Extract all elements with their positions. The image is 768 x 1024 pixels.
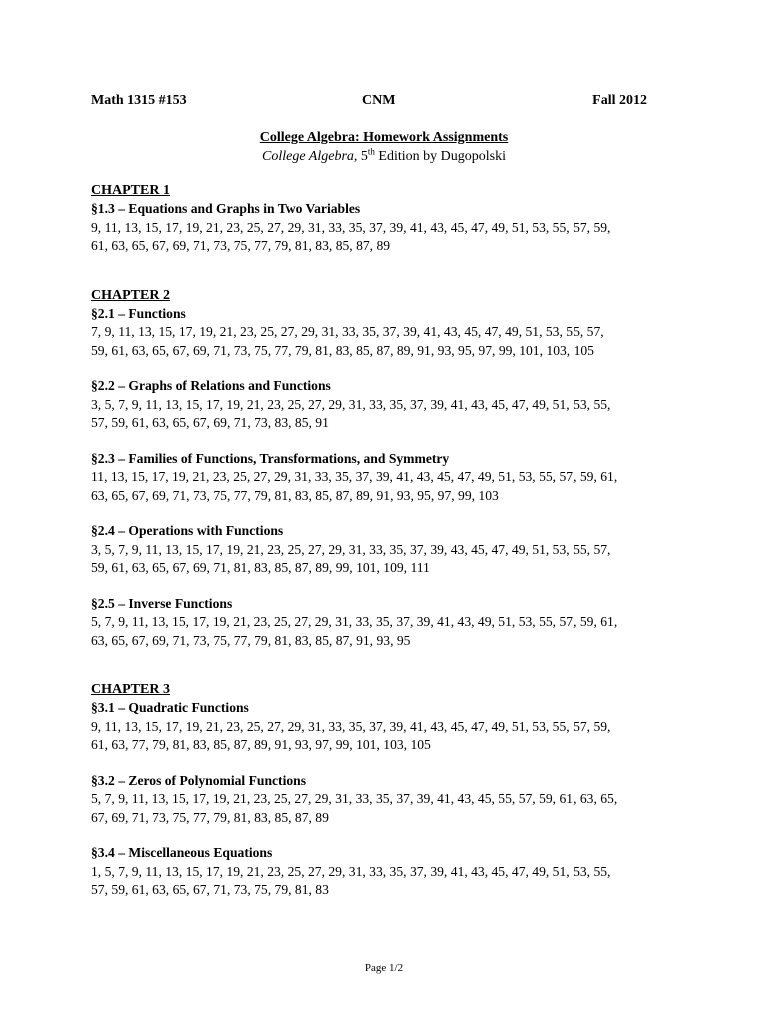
school-name: CNM	[362, 93, 396, 108]
section-title: §2.2 – Graphs of Relations and Functions	[91, 378, 331, 393]
textbook-name: College Algebra	[262, 149, 354, 164]
section-title: §1.3 – Equations and Graphs in Two Variables	[91, 201, 361, 216]
problem-list	[91, 468, 691, 505]
problem-line: 61, 63, 65, 67, 69, 71, 73, 75, 77, 79, 81, 83, 85, 87, 89	[91, 238, 391, 253]
edition-prefix: , 5	[353, 149, 368, 164]
problem-line: 67, 69, 71, 73, 75, 77, 79, 81, 83, 85, 87, 89	[91, 809, 329, 825]
section-block	[91, 522, 691, 578]
chapter-block	[91, 680, 691, 900]
problem-list	[91, 790, 691, 827]
problem-line: 57, 59, 61, 63, 65, 67, 69, 71, 73, 83, 85, 91	[91, 415, 329, 430]
section-title: §3.2 – Zeros of Polynomial Functions	[91, 772, 306, 788]
problem-line: 9, 11, 13, 15, 17, 19, 21, 23, 25, 27, 29, 31, 33, 35, 37, 39, 41, 43, 45, 47, 49, 51, 53, 55, 57, 59,	[91, 718, 611, 734]
section-title: §2.5 – Inverse Functions	[91, 595, 233, 611]
textbook-line	[0, 147, 768, 166]
problem-list	[91, 219, 691, 256]
section-block	[91, 377, 691, 433]
problem-line: 9, 11, 13, 15, 17, 19, 21, 23, 25, 27, 29, 31, 33, 35, 37, 39, 41, 43, 45, 47, 49, 51, 53, 55, 57, 59,	[91, 219, 611, 235]
section-block	[91, 844, 691, 900]
edition-superscript: th	[367, 146, 375, 157]
chapter-block	[91, 286, 691, 651]
section-block	[91, 305, 691, 361]
problem-line: 5, 7, 9, 11, 13, 15, 17, 19, 21, 23, 25, 27, 29, 31, 33, 35, 37, 39, 41, 43, 45, 55, 57, 59, 61, 63, 65,	[91, 791, 618, 806]
course-code: Math 1315 #153	[91, 93, 187, 108]
problem-list	[91, 396, 691, 433]
section-block	[91, 450, 691, 506]
section-title: §2.1 – Functions	[91, 305, 186, 321]
chapter-title: CHAPTER 3	[91, 682, 170, 697]
term: Fall 2012	[592, 93, 647, 108]
problem-line: 63, 65, 67, 69, 71, 73, 75, 77, 79, 81, 83, 85, 87, 89, 91, 93, 95, 97, 99, 103	[91, 487, 499, 503]
problem-line: 7, 9, 11, 13, 15, 17, 19, 21, 23, 25, 27, 29, 31, 33, 35, 37, 39, 41, 43, 45, 47, 49, 51, 53, 55, 57,	[91, 324, 604, 339]
section-block	[91, 595, 691, 651]
page-number: Page 1/2	[364, 962, 404, 974]
problem-line: 3, 5, 7, 9, 11, 13, 15, 17, 19, 21, 23, 25, 27, 29, 31, 33, 35, 37, 39, 41, 43, 45, 47, 49, 51, 53, 55,	[91, 396, 611, 412]
assignment-list	[91, 181, 691, 900]
section-title: §3.4 – Miscellaneous Equations	[91, 845, 273, 860]
document-title: College Algebra: Homework Assignments	[259, 130, 509, 145]
problem-list	[91, 863, 691, 900]
problem-line: 3, 5, 7, 9, 11, 13, 15, 17, 19, 21, 23, 25, 27, 29, 31, 33, 35, 37, 39, 43, 45, 47, 49, 51, 53, 55, 57,	[91, 541, 611, 557]
edition-suffix: Edition by Dugopolski	[374, 149, 506, 164]
section-block	[91, 772, 691, 828]
problem-line: 57, 59, 61, 63, 65, 67, 71, 73, 75, 79, 81, 83	[91, 882, 329, 897]
section-title: §3.1 – Quadratic Functions	[91, 700, 249, 715]
problem-line: 11, 13, 15, 17, 19, 21, 23, 25, 27, 29, 31, 33, 35, 37, 39, 41, 43, 45, 47, 49, 51, 53, 55, 57, 59, 61,	[91, 469, 618, 484]
section-block	[91, 699, 691, 755]
problem-line: 61, 63, 77, 79, 81, 83, 85, 87, 89, 91, 93, 97, 99, 101, 103, 105	[91, 737, 431, 752]
document-header	[91, 93, 647, 113]
problem-list	[91, 718, 691, 755]
problem-line: 5, 7, 9, 11, 13, 15, 17, 19, 21, 23, 25, 27, 29, 31, 33, 35, 37, 39, 41, 43, 49, 51, 53, 55, 57, 59, 61,	[91, 614, 618, 629]
problem-line: 63, 65, 67, 69, 71, 73, 75, 77, 79, 81, 83, 85, 87, 91, 93, 95	[91, 632, 411, 648]
problem-list	[91, 613, 691, 650]
chapter-title: CHAPTER 1	[91, 183, 170, 198]
section-title: §2.4 – Operations with Functions	[91, 523, 284, 538]
problem-line: 59, 61, 63, 65, 67, 69, 71, 81, 83, 85, 87, 89, 99, 101, 109, 111	[91, 560, 430, 575]
chapter-title: CHAPTER 2	[91, 287, 170, 303]
problem-line: 59, 61, 63, 65, 67, 69, 71, 73, 75, 77, 79, 81, 83, 85, 87, 89, 91, 93, 95, 97, 99, 101, 103, 105	[91, 342, 594, 358]
section-title: §2.3 – Families of Functions, Transformations, and Symmetry	[91, 450, 450, 466]
chapter-block	[91, 181, 691, 256]
problem-list	[91, 541, 691, 578]
problem-line: 1, 5, 7, 9, 11, 13, 15, 17, 19, 21, 23, 25, 27, 29, 31, 33, 35, 37, 39, 41, 43, 45, 47, 49, 51, 53, 55,	[91, 863, 611, 879]
title-block	[0, 128, 768, 166]
problem-list	[91, 323, 691, 360]
section-block	[91, 200, 691, 256]
